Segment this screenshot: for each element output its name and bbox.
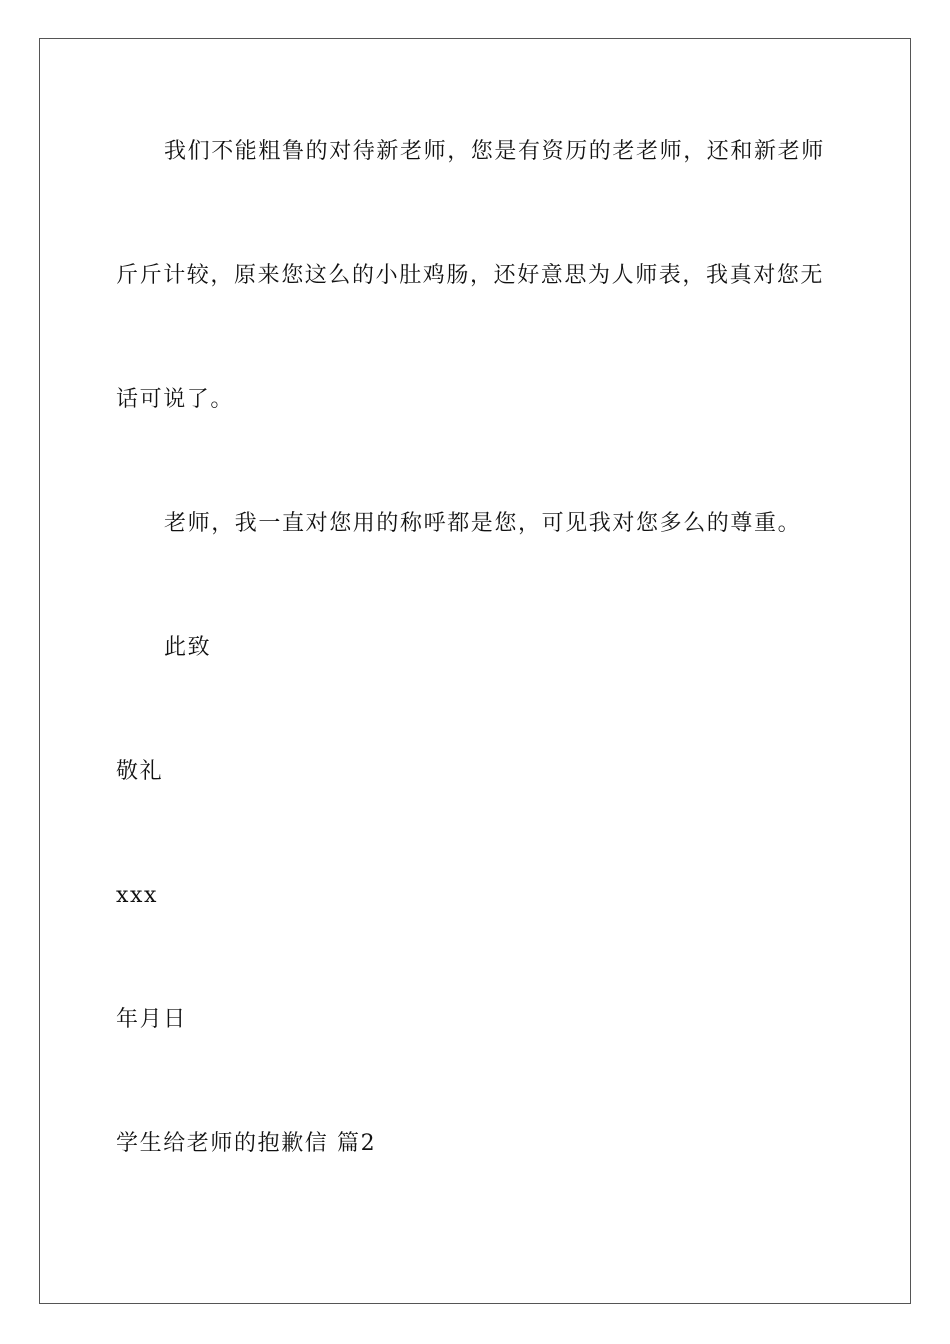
signature: xxx [116,883,159,908]
date-line: 年月日 [116,1007,187,1032]
closing-salutation: 此致 [164,635,212,660]
paragraph-1-line-1: 我们不能粗鲁的对待新老师，您是有资历的老老师，还和新老师 [164,139,825,164]
next-letter-heading: 学生给老师的抱歉信 篇2 [116,1131,377,1156]
paragraph-2: 老师，我一直对您用的称呼都是您，可见我对您多么的尊重。 [164,511,802,536]
paragraph-1-line-2: 斤斤计较，原来您这么的小肚鸡肠，还好意思为人师表，我真对您无 [116,263,825,288]
page-frame [39,38,911,1304]
closing-regards: 敬礼 [116,759,164,784]
paragraph-1-line-3: 话可说了。 [116,387,235,412]
